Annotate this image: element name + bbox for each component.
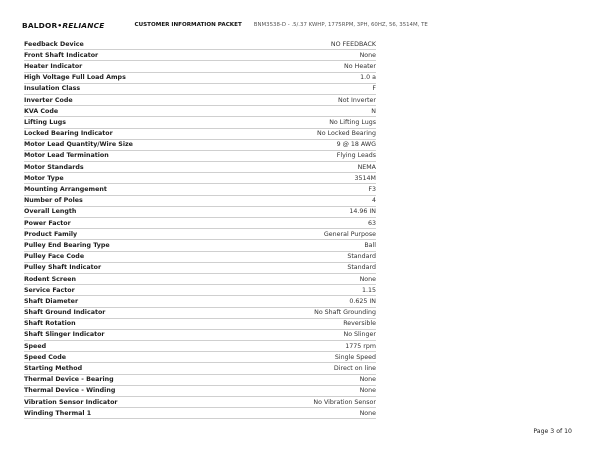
spec-value: No Shaft Grounding	[314, 309, 376, 317]
spec-value: No Slinger	[343, 331, 376, 339]
spec-label: Winding Thermal 1	[24, 409, 92, 417]
spec-row	[24, 386, 376, 397]
spec-table	[24, 39, 376, 419]
spec-value: None	[359, 409, 376, 417]
spec-row	[24, 73, 376, 84]
spec-label: Service Factor	[24, 286, 75, 294]
spec-value: No Lifting Lugs	[329, 118, 376, 126]
spec-row	[24, 173, 376, 184]
spec-label: Power Factor	[24, 219, 71, 227]
spec-row	[24, 151, 376, 162]
spec-row	[24, 352, 376, 363]
page-number: Page 3 of 10	[533, 428, 572, 435]
spec-value: No Vibration Sensor	[313, 398, 376, 406]
spec-row	[24, 184, 376, 195]
spec-row	[24, 196, 376, 207]
spec-row	[24, 129, 376, 140]
spec-value: 1775 rpm	[345, 342, 376, 350]
spec-value: Direct on line	[333, 365, 376, 373]
spec-label: Insulation Class	[24, 85, 81, 93]
spec-label: Thermal Device - Winding	[24, 387, 116, 395]
spec-label: Vibration Sensor Indicator	[24, 398, 118, 406]
spec-value: 63	[367, 219, 376, 227]
spec-value: None	[359, 376, 376, 384]
spec-label: Feedback Device	[24, 40, 84, 48]
page-header	[22, 19, 428, 31]
spec-row	[24, 106, 376, 117]
spec-label: Shaft Diameter	[24, 297, 79, 305]
spec-row	[24, 341, 376, 352]
spec-label: Motor Type	[24, 174, 64, 182]
spec-label: Front Shaft Indicator	[24, 51, 99, 59]
spec-label: Pulley End Bearing Type	[24, 241, 110, 249]
spec-label: Locked Bearing Indicator	[24, 130, 113, 138]
spec-value: Reversible	[343, 320, 376, 328]
spec-label: Shaft Ground Indicator	[24, 309, 106, 317]
spec-row	[24, 263, 376, 274]
spec-row	[24, 50, 376, 61]
spec-row	[24, 274, 376, 285]
spec-row	[24, 408, 376, 419]
spec-value: Flying Leads	[336, 152, 376, 160]
spec-value: Single Speed	[334, 353, 376, 361]
spec-row	[24, 308, 376, 319]
spec-label: Overall Length	[24, 208, 77, 216]
spec-row	[24, 319, 376, 330]
spec-row	[24, 397, 376, 408]
spec-label: Product Family	[24, 230, 78, 238]
spec-label: Motor Lead Quantity/Wire Size	[24, 141, 133, 149]
spec-label: Speed Code	[24, 353, 67, 361]
spec-value: 14.96 IN	[349, 208, 376, 216]
spec-label: High Voltage Full Load Amps	[24, 74, 126, 82]
brand-logo: BALDOR•RELIANCE	[22, 20, 105, 30]
spec-label: Pulley Face Code	[24, 253, 85, 261]
spec-value: No Heater	[344, 62, 376, 70]
spec-value: F3	[368, 186, 376, 194]
spec-value: No Locked Bearing	[317, 130, 376, 138]
spec-row	[24, 84, 376, 95]
spec-label: Motor Lead Termination	[24, 152, 109, 160]
spec-value: None	[359, 51, 376, 59]
spec-label: Pulley Shaft Indicator	[24, 264, 102, 272]
spec-label: Shaft Slinger Indicator	[24, 331, 105, 339]
spec-row	[24, 285, 376, 296]
spec-row	[24, 363, 376, 374]
spec-value: NEMA	[357, 163, 376, 171]
spec-value: N	[371, 107, 376, 115]
spec-row	[24, 375, 376, 386]
spec-row	[24, 140, 376, 151]
spec-label: Rodent Screen	[24, 275, 77, 283]
spec-row	[24, 61, 376, 72]
spec-value: F	[372, 85, 376, 93]
spec-row	[24, 39, 376, 50]
spec-label: Number of Poles	[24, 197, 83, 205]
spec-row	[24, 117, 376, 128]
spec-value: General Purpose	[323, 230, 376, 238]
spec-label: Speed	[24, 342, 47, 350]
spec-label: KVA Code	[24, 107, 59, 115]
spec-label: Mounting Arrangement	[24, 186, 107, 194]
spec-row	[24, 240, 376, 251]
spec-row	[24, 95, 376, 106]
spec-label: Lifting Lugs	[24, 118, 67, 126]
model-description: BNM3538-D - .5/.37 KWHP, 1775RPM, 3PH, 60HZ, 56, 3514M, TE	[253, 22, 428, 28]
spec-row	[24, 252, 376, 263]
spec-label: Thermal Device - Bearing	[24, 376, 114, 384]
spec-value: 4	[371, 197, 376, 205]
spec-value: 3514M	[354, 174, 376, 182]
spec-row	[24, 229, 376, 240]
spec-row	[24, 207, 376, 218]
spec-label: Inverter Code	[24, 96, 73, 104]
spec-row	[24, 330, 376, 341]
spec-value: 1.15	[361, 286, 376, 294]
spec-value: Not Inverter	[337, 96, 376, 104]
spec-value: 1.0 a	[360, 74, 376, 82]
packet-title: CUSTOMER INFORMATION PACKET	[134, 22, 242, 28]
spec-value: 0.625 IN	[349, 297, 376, 305]
spec-label: Starting Method	[24, 365, 83, 373]
spec-row	[24, 296, 376, 307]
spec-value: None	[359, 275, 376, 283]
spec-value: NO FEEDBACK	[330, 40, 376, 48]
spec-row	[24, 218, 376, 229]
spec-value: Standard	[347, 253, 376, 261]
spec-value: Ball	[364, 241, 376, 249]
spec-value: 9 @ 18 AWG	[336, 141, 376, 149]
spec-row	[24, 162, 376, 173]
spec-label: Heater Indicator	[24, 62, 83, 70]
spec-label: Shaft Rotation	[24, 320, 76, 328]
spec-value: None	[359, 387, 376, 395]
spec-value: Standard	[347, 264, 376, 272]
spec-label: Motor Standards	[24, 163, 84, 171]
